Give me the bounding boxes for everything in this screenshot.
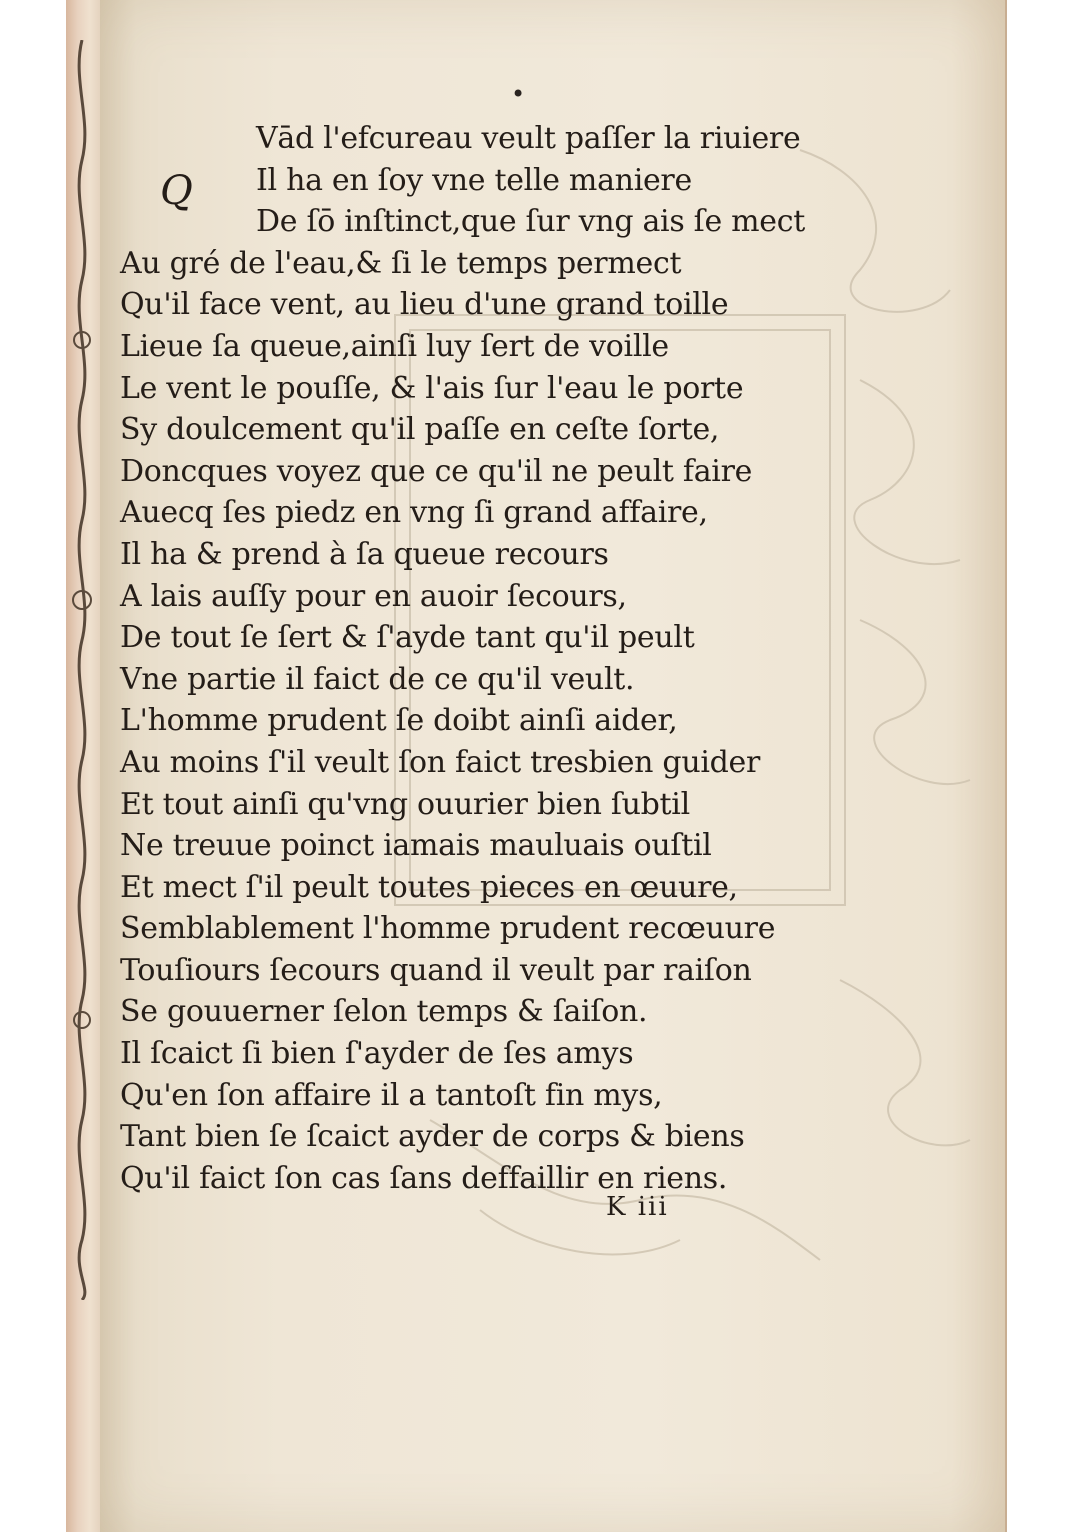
poem-line: Ne treuue poinct iamais mauluais ouſtil: [120, 828, 712, 864]
poem-line: Le vent le pouſſe, & l'ais ſur l'eau le porte: [120, 370, 744, 406]
poem-line: Tant bien ſe ſcaict ayder de corps & biens: [120, 1119, 745, 1155]
poem-line: Vād l'efcureau veult paſſer la riuiere: [256, 121, 801, 156]
poem-line: De tout ſe ſert & ſ'ayde tant qu'il peult: [120, 620, 695, 656]
poem-text: [120, 118, 820, 1199]
poem-line: Qu'il faict ſon cas ſans deffaillir en riens.: [120, 1160, 728, 1196]
poem-line: Au moins ſ'il veult ſon faict tresbien guider: [120, 744, 761, 780]
poem-line: Il ſcaict ſi bien ſ'ayder de ſes amys: [120, 1036, 634, 1072]
poem-line: Se gouuerner ſelon temps & ſaiſon.: [120, 994, 648, 1030]
poem-line: Qu'il face vent, au lieu d'une grand toille: [120, 287, 729, 323]
page-top-mark: •: [511, 80, 526, 108]
poem-line: Il ha & prend à ſa queue recours: [120, 536, 609, 572]
poem-line: A lais auſſy pour en auoir ſecours,: [120, 578, 627, 614]
poem-line: Et mect ſ'il peult toutes pieces en œuure,: [120, 869, 738, 905]
poem-line: Vne partie il faict de ce qu'il veult.: [120, 661, 635, 697]
poem-line: Au gré de l'eau,& ſi le temps permect: [120, 245, 682, 281]
poem-line: Semblablement l'homme prudent recœuure: [120, 911, 776, 947]
signature-mark: K iii: [606, 1192, 669, 1222]
poem-line: Sy doulcement qu'il paſſe en ceſte ſorte,: [120, 412, 720, 448]
poem-line: Qu'en ſon affaire il a tantoſt fin mys,: [120, 1077, 663, 1113]
drop-initial: Q: [160, 168, 193, 214]
poem-line: Doncques voyez que ce qu'il ne peult faire: [120, 453, 753, 489]
poem-line: Auecq ſes piedz en vng ſi grand affaire,: [120, 495, 708, 531]
poem-line: De ſō inſtinct,que ſur vng ais ſe mect: [256, 204, 806, 240]
poem-line: Et tout ainſi qu'vng ouurier bien ſubtil: [120, 786, 690, 822]
poem-line: Touſiours ſecours quand il veult par raiſon: [120, 952, 752, 988]
poem-line: Il ha en ſoy vne telle maniere: [256, 162, 692, 198]
poem-line: L'homme prudent ſe doibt ainſi aider,: [120, 703, 678, 739]
facing-page-ornament-icon: [70, 40, 94, 1300]
poem-line: Lieue ſa queue,ainſi luy ſert de voille: [120, 328, 669, 364]
